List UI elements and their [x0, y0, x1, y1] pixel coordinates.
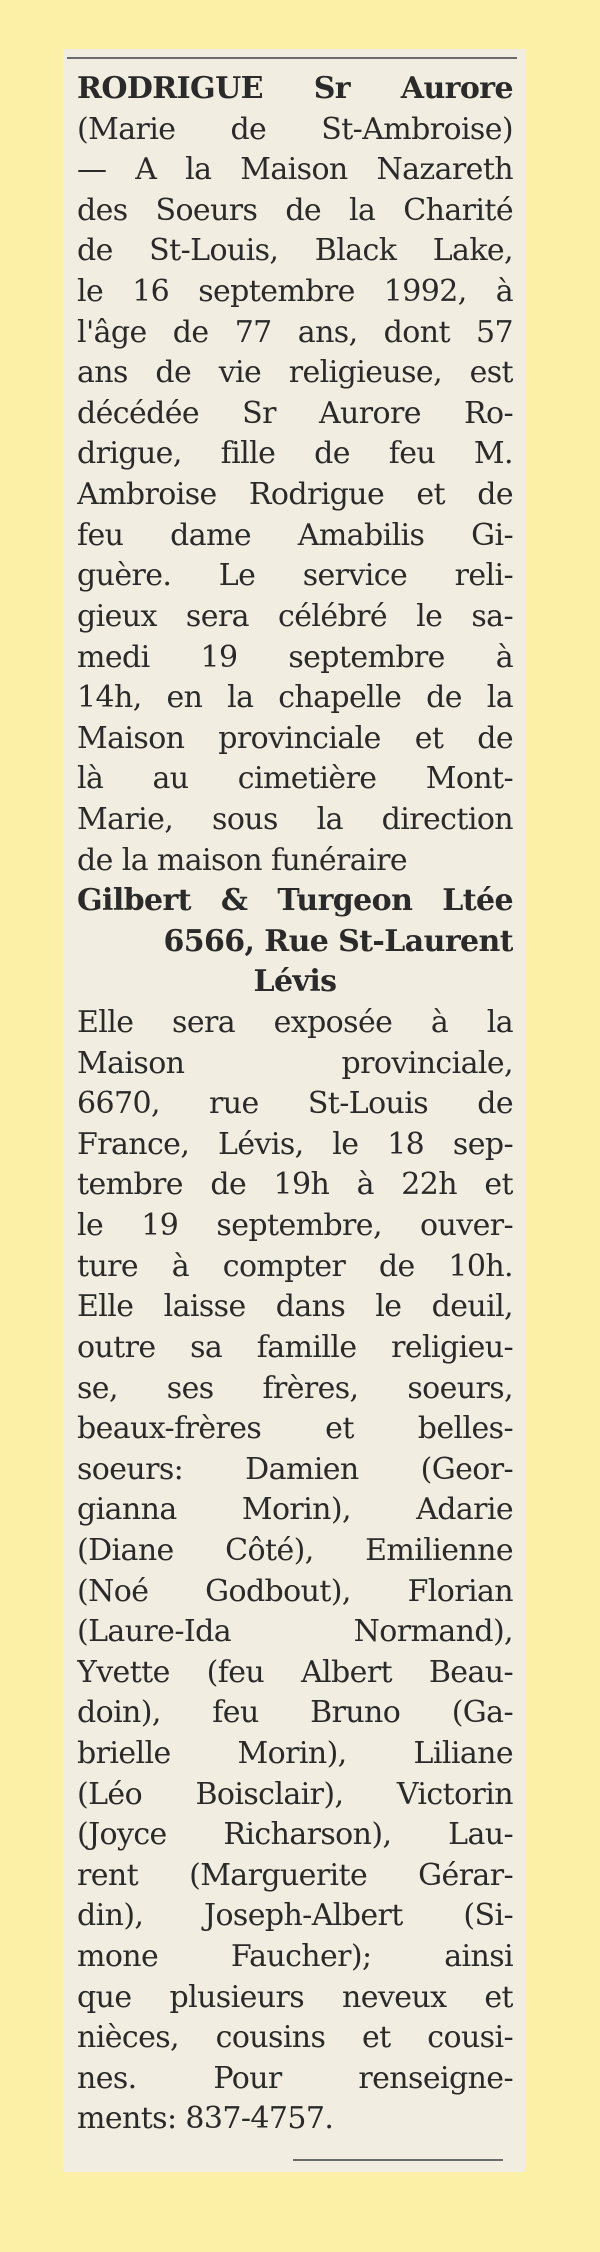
- top-rule: [67, 57, 517, 59]
- text-line: de St-Louis, Black Lake,: [77, 233, 513, 269]
- text-line: l'âge de 77 ans, dont 57: [77, 314, 513, 350]
- text-line: gieux sera célébré le sa-: [77, 598, 513, 634]
- text-line: rent (Marguerite Gérar-: [77, 1857, 513, 1893]
- text-line: Maison provinciale et de: [77, 720, 513, 756]
- text-line: (Noé Godbout), Florian: [77, 1573, 513, 1609]
- text-line: ans de vie religieuse, est: [77, 355, 513, 391]
- text-line: outre sa famille religieu-: [77, 1329, 513, 1365]
- text-line: soeurs: Damien (Geor-: [77, 1451, 513, 1487]
- text-line: (Diane Côté), Emilienne: [77, 1532, 513, 1568]
- obituary-text: [77, 69, 513, 2140]
- text-line: nièces, cousins et cousi-: [77, 2020, 513, 2056]
- text-line: se, ses frères, soeurs,: [77, 1370, 513, 1406]
- text-line: ments: 837-4757.: [77, 2101, 334, 2137]
- text-line: ture à compter de 10h.: [77, 1248, 513, 1284]
- text-line: le 19 septembre, ouver-: [77, 1208, 513, 1244]
- text-line: (Marie de St-Ambroise): [77, 111, 513, 147]
- text-line: France, Lévis, le 18 sep-: [77, 1126, 513, 1162]
- text-line: des Soeurs de la Charité: [77, 192, 513, 228]
- text-line: din), Joseph-Albert (Si-: [77, 1898, 513, 1934]
- text-line: Elle laisse dans le deuil,: [77, 1289, 513, 1325]
- text-line: beaux-frères et belles-: [77, 1411, 513, 1447]
- funeral-home-name: Gilbert & Turgeon Ltée: [77, 883, 513, 919]
- text-line: tembre de 19h à 22h et: [77, 1167, 513, 1203]
- text-line: Elle sera exposée à la: [77, 1005, 513, 1041]
- text-line: gianna Morin), Adarie: [77, 1492, 513, 1528]
- name-heading: RODRIGUE Sr Aurore: [77, 71, 513, 106]
- text-line: Maison provinciale,: [77, 1045, 513, 1081]
- text-line: (Joyce Richarson), Lau-: [77, 1817, 513, 1853]
- text-line: que plusieurs neveux et: [77, 1979, 513, 2015]
- text-line: nes. Pour renseigne-: [77, 2060, 513, 2096]
- text-line: guère. Le service reli-: [77, 558, 513, 594]
- bottom-rule: [293, 2159, 503, 2161]
- text-line: (Léo Boisclair), Victorin: [77, 1776, 513, 1812]
- text-line: le 16 septembre 1992, à: [77, 274, 513, 310]
- text-line: 14h, en la chapelle de la: [77, 680, 513, 716]
- text-line: feu dame Amabilis Gi-: [77, 517, 513, 553]
- text-line: là au cimetière Mont-: [77, 761, 513, 797]
- text-line: de la maison funéraire: [77, 842, 407, 878]
- obituary-clipping: [63, 49, 525, 2172]
- text-line: drigue, fille de feu M.: [77, 436, 513, 472]
- text-line: Ambroise Rodrigue et de: [77, 477, 513, 513]
- text-line: — A la Maison Nazareth: [77, 152, 513, 188]
- text-line: décédée Sr Aurore Ro-: [77, 395, 513, 431]
- funeral-home-city: Lévis: [253, 964, 337, 1000]
- text-line: (Laure-Ida Normand),: [77, 1614, 513, 1650]
- text-line: Marie, sous la direction: [77, 801, 513, 837]
- funeral-home-address: 6566, Rue St-Laurent: [163, 923, 513, 959]
- text-line: doin), feu Bruno (Ga-: [77, 1695, 513, 1731]
- text-line: 6670, rue St-Louis de: [77, 1086, 513, 1122]
- text-line: mone Faucher); ainsi: [77, 1939, 513, 1975]
- text-line: brielle Morin), Liliane: [77, 1735, 513, 1771]
- text-line: medi 19 septembre à: [77, 639, 513, 675]
- text-line: Yvette (feu Albert Beau-: [77, 1654, 513, 1690]
